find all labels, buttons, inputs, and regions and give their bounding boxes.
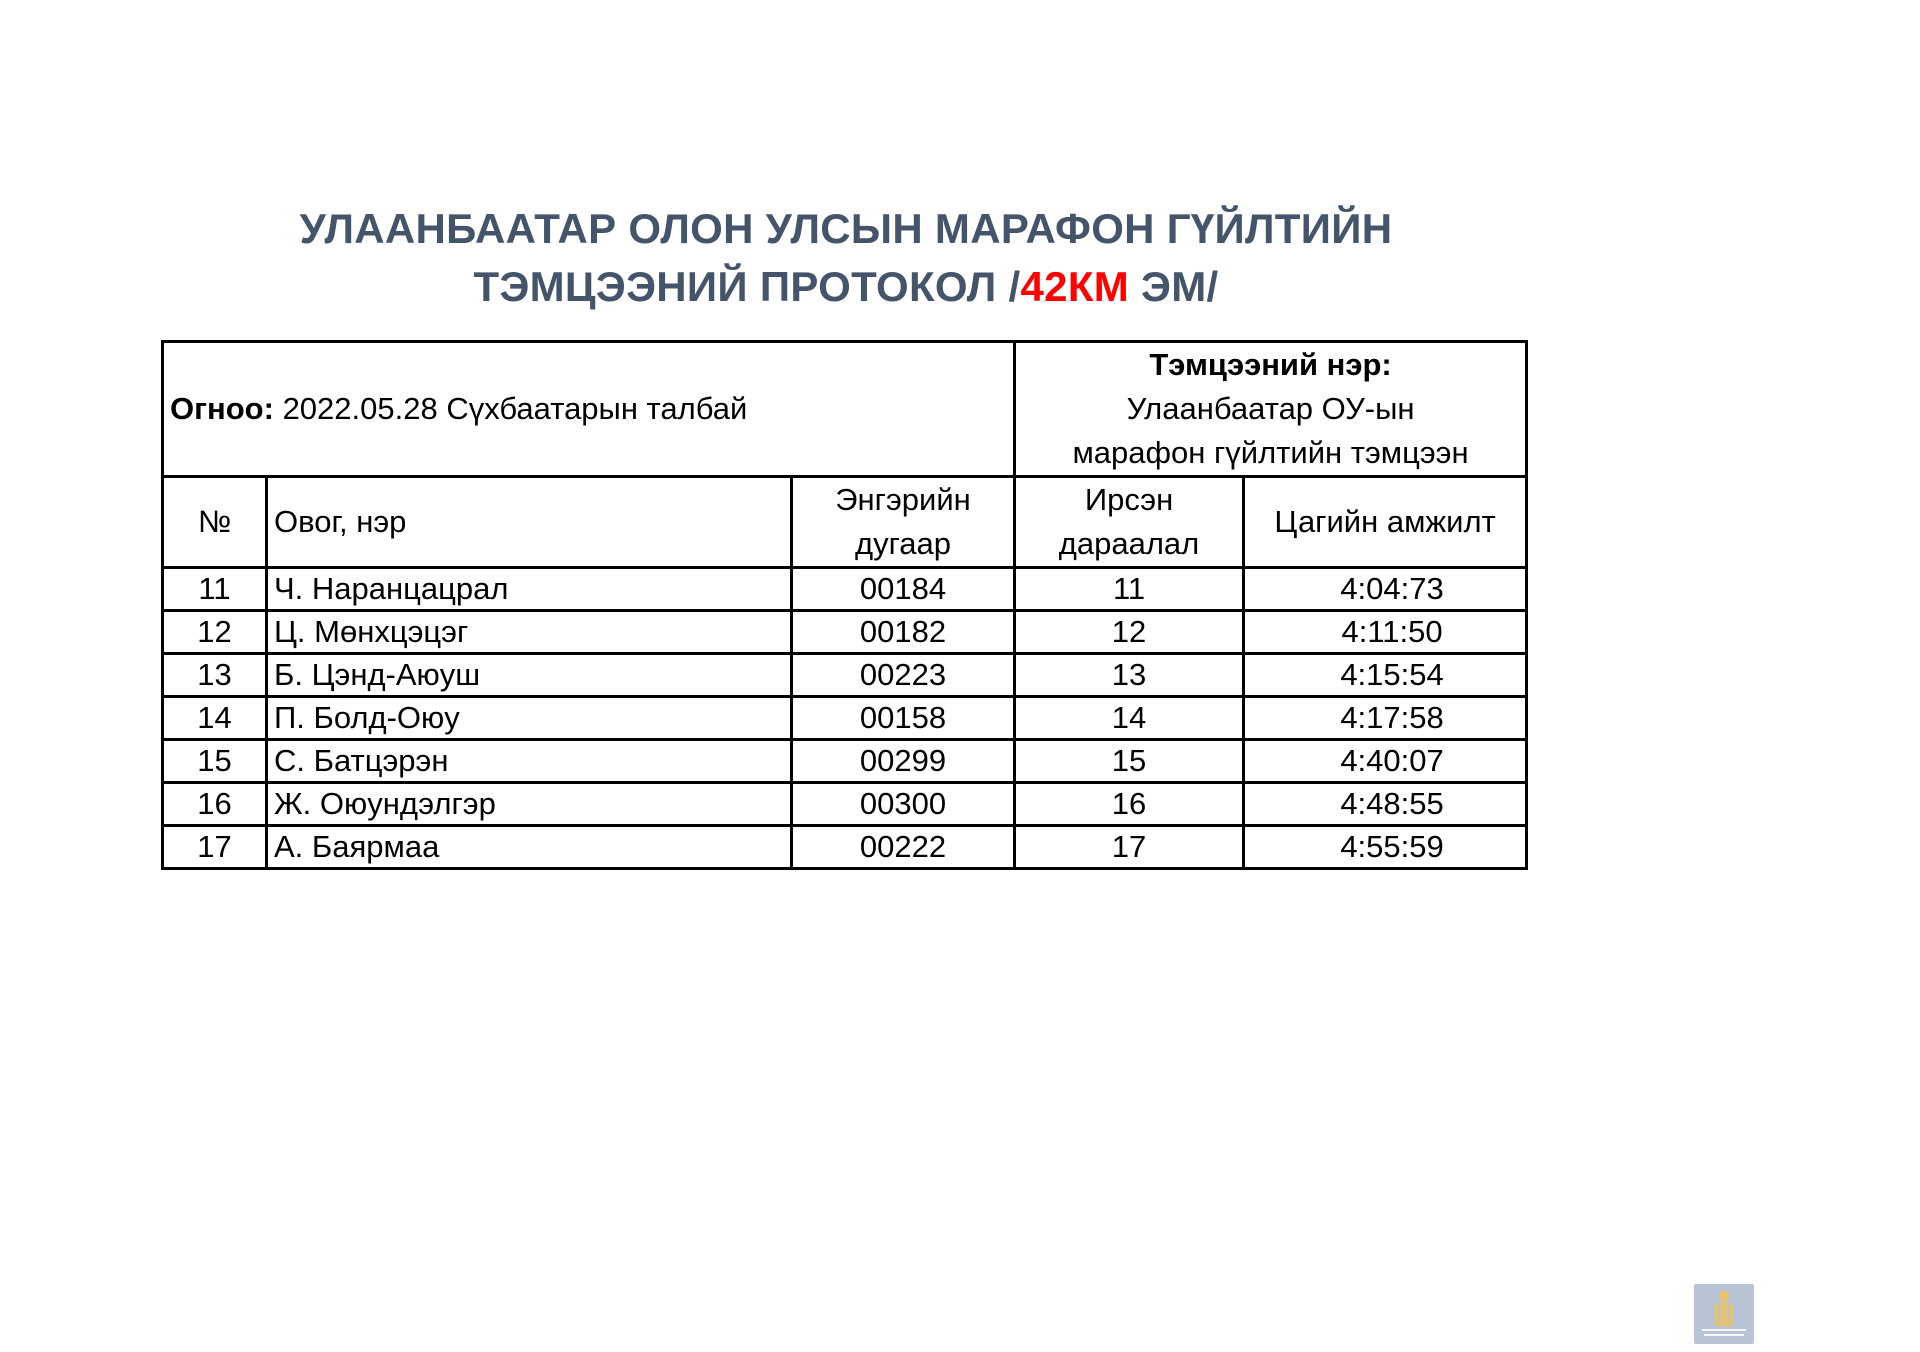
state-emblem-icon: [1694, 1284, 1754, 1344]
row-bib: 00184: [792, 568, 1015, 611]
table-row: [163, 611, 1527, 654]
row-bib: 00158: [792, 697, 1015, 740]
row-time: 4:55:59: [1244, 826, 1527, 869]
header-time: Цагийн амжилт: [1244, 477, 1527, 568]
row-place: 15: [1015, 740, 1244, 783]
table-row: [163, 568, 1527, 611]
row-bib: 00182: [792, 611, 1015, 654]
row-time: 4:17:58: [1244, 697, 1527, 740]
row-no: 13: [163, 654, 267, 697]
event-cell: [1015, 342, 1527, 477]
header-name: Овог, нэр: [267, 477, 792, 568]
government-logo: [1694, 1284, 1754, 1344]
header-place: [1015, 477, 1244, 568]
row-no: 17: [163, 826, 267, 869]
row-time: 4:15:54: [1244, 654, 1527, 697]
date-value: 2022.05.28 Сүхбаатарын талбай: [273, 391, 748, 426]
title-category-text: ЭМ/: [1129, 263, 1219, 310]
row-place: 13: [1015, 654, 1244, 697]
row-name: А. Баярмаа: [267, 826, 792, 869]
date-label: Огноо:: [170, 391, 274, 426]
row-name: П. Болд-Оюу: [267, 697, 792, 740]
table-row: [163, 826, 1527, 869]
row-bib: 00222: [792, 826, 1015, 869]
row-time: 4:48:55: [1244, 783, 1527, 826]
table-row: [163, 783, 1527, 826]
table-row: [163, 740, 1527, 783]
results-table: [161, 340, 1528, 870]
header-no: №: [163, 477, 267, 568]
row-time: 4:04:73: [1244, 568, 1527, 611]
row-no: 11: [163, 568, 267, 611]
row-bib: 00223: [792, 654, 1015, 697]
date-cell: [163, 342, 1015, 477]
row-name: С. Батцэрэн: [267, 740, 792, 783]
row-place: 11: [1015, 568, 1244, 611]
table-row: [163, 697, 1527, 740]
header-bib-line-1: Энгэрийн: [835, 482, 971, 517]
table-row: [163, 654, 1527, 697]
row-place: 16: [1015, 783, 1244, 826]
event-name-line-1: Улаанбаатар ОУ-ын: [1126, 391, 1415, 426]
title-protocol-text: ТЭМЦЭЭНИЙ ПРОТОКОЛ /: [473, 263, 1021, 310]
page-title-line-2: [0, 258, 1692, 316]
title-distance-highlight: 42КМ: [1020, 263, 1130, 310]
row-place: 14: [1015, 697, 1244, 740]
info-row: [163, 342, 1527, 477]
event-name-line-2: марафон гүйлтийн тэмцээн: [1072, 435, 1469, 470]
row-name: Ж. Оюундэлгэр: [267, 783, 792, 826]
page-title-line-1: УЛААНБААТАР ОЛОН УЛСЫН МАРАФОН ГҮЙЛТИЙН: [299, 205, 1393, 252]
row-bib: 00300: [792, 783, 1015, 826]
row-name: Ч. Наранцацрал: [267, 568, 792, 611]
row-no: 12: [163, 611, 267, 654]
header-row: [163, 477, 1527, 568]
header-bib-line-2: дугаар: [855, 526, 951, 561]
row-name: Б. Цэнд-Аюуш: [267, 654, 792, 697]
row-no: 16: [163, 783, 267, 826]
header-place-line-2: дараалал: [1058, 526, 1200, 561]
row-name: Ц. Мөнхцэцэг: [267, 611, 792, 654]
row-no: 15: [163, 740, 267, 783]
header-bib: [792, 477, 1015, 568]
header-place-line-1: Ирсэн: [1084, 482, 1174, 517]
row-time: 4:11:50: [1244, 611, 1527, 654]
row-place: 17: [1015, 826, 1244, 869]
row-no: 14: [163, 697, 267, 740]
row-bib: 00299: [792, 740, 1015, 783]
row-place: 12: [1015, 611, 1244, 654]
event-label: Тэмцээний нэр:: [1149, 347, 1392, 382]
row-time: 4:40:07: [1244, 740, 1527, 783]
